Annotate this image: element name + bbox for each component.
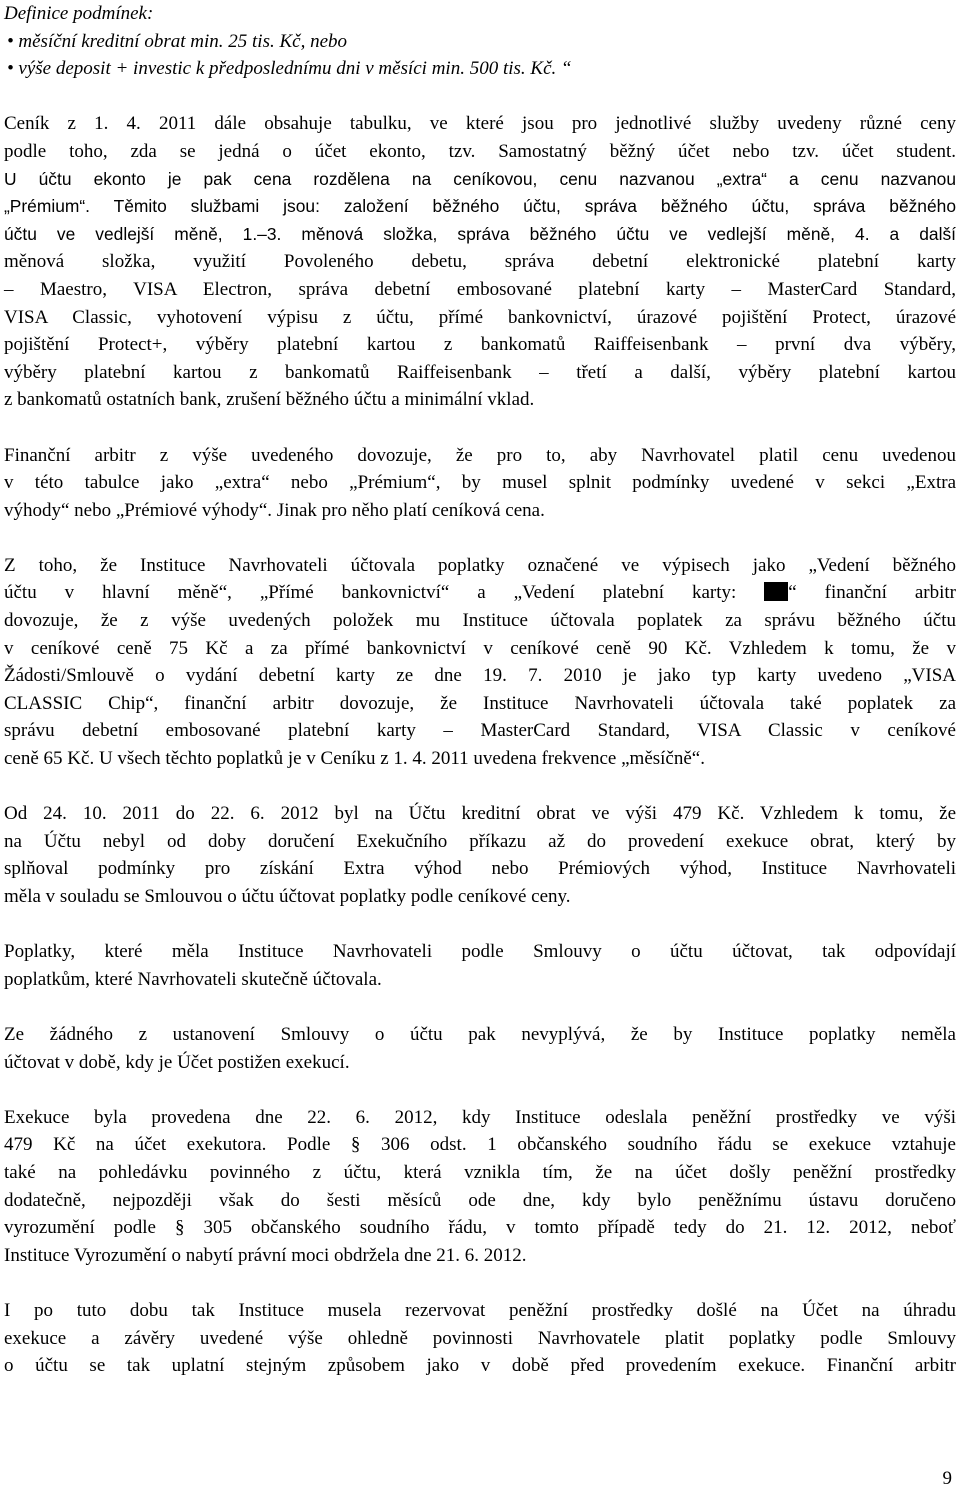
text-line: CLASSIC Chip“, finanční arbitr dovozuje, že Instituce Navrhovateli účtovala také poplatek za (4, 692, 956, 714)
paragraph-arbiter-view (4, 442, 956, 525)
text-line: výhody“ nebo „Prémiové výhody“. Jinak pro něho platí ceníková cena. (4, 499, 545, 521)
text-line: poplatkům, které Navrhovateli skutečně účtovala. (4, 968, 382, 990)
condition-item: • výše deposit + investic k předposlednímu dni v měsíci min. 500 tis. Kč. “ (7, 58, 572, 80)
paragraph-reservation (4, 1297, 956, 1380)
text-line: podle toho, zda se jedná o účet ekonto, tzv. Samostatný běžný účet nebo tzv. účet student. (4, 140, 956, 162)
text-line: Od 24. 10. 2011 do 22. 6. 2012 byl na Účtu kreditní obrat ve výši 479 Kč. Vzhledem k tomu, že (4, 803, 956, 825)
text-line: měnová složka, využití Povoleného debetu, správa debetní elektronické platební karty (4, 251, 956, 273)
text-line: – Maestro, VISA Electron, správa debetní embosované platební karty – MasterCard Standard, (4, 278, 956, 300)
text-line: v této tabulce jako „extra“ nebo „Prémium“, by musel splnit podmínky uvedené v sekci „Extra (4, 472, 956, 494)
text-line-redacted (4, 579, 956, 607)
paragraph-no-provision (4, 1021, 956, 1076)
text-segment: “ finanční arbitr (788, 582, 956, 604)
text-line: dodatečně, nejpozději však do šesti měsíců ode dne, kdy bylo peněžnímu ústavu doručeno (4, 1189, 956, 1211)
text-line: exekuce a závěry uvedené výše ohledně povinnosti Navrhovatele platit poplatky podle Smlouvy (4, 1327, 956, 1349)
text-line: splňoval podmínky pro získání Extra výhod nebo Prémiových výhod, Instituce Navrhovateli (4, 858, 956, 880)
text-line: Instituce Vyrozumění o nabytí právní moci obdržela dne 21. 6. 2012. (4, 1244, 527, 1266)
paragraph-pricelist (4, 110, 956, 414)
paragraph-turnover (4, 800, 956, 910)
text-segment: účtu v hlavní měně“, „Přímé bankovnictví“ a „Vedení platební karty: (4, 582, 765, 604)
text-line: Poplatky, které měla Instituce Navrhovateli podle Smlouvy o účtu účtovat, tak odpovídají (4, 941, 956, 963)
text-line: I po tuto dobu tak Instituce musela rezervovat peněžní prostředky došlé na Účet na úhradu (4, 1299, 956, 1321)
text-line: pojištění Protect+, výběry platební kartou z bankomatů Raiffeisenbank – první dva výběry, (4, 334, 956, 356)
text-line: dovozuje, že z výše uvedených položek mu Instituce účtovala poplatek za správu běžného účtu (4, 610, 956, 632)
text-line: 479 Kč na účet exekutora. Podle § 306 odst. 1 občanského soudního řádu se exekuce vztahuje (4, 1134, 956, 1156)
text-line: v ceníkové ceně 75 Kč a za přímé bankovnictví v ceníkové ceně 90 Kč. Vzhledem k tomu, že v (4, 637, 956, 659)
text-line: účtu ve vedlejší měně, 1.–3. měnová složka, správa běžného účtu ve vedlejší měně, 4. a další (4, 223, 956, 244)
text-line: U účtu ekonto je pak cena rozdělena na ceníkovou, cenu nazvanou „extra“ a cenu nazvanou (4, 168, 956, 189)
text-line: správu debetní embosované platební karty – MasterCard Standard, VISA Classic v ceníkové (4, 720, 956, 742)
text-line: také na pohledávku povinného z účtu, která vznikla tím, že na účet došly peněžní prostředky (4, 1161, 956, 1183)
text-line: výběry platební kartou z bankomatů Raiffeisenbank – třetí a další, výběry platební kartou (4, 361, 956, 383)
text-line: Ceník z 1. 4. 2011 dále obsahuje tabulku, ve které jsou pro jednotlivé služby uvedeny různé ceny (4, 113, 956, 135)
condition-item: • měsíční kreditní obrat min. 25 tis. Kč, nebo (7, 30, 347, 52)
text-line: Exekuce byla provedena dne 22. 6. 2012, kdy Instituce odeslala peněžní prostředky ve výši (4, 1106, 956, 1128)
document-page (4, 0, 956, 1380)
text-line: z bankomatů ostatních bank, zrušení běžného účtu a minimální vklad. (4, 389, 535, 411)
page-number: 9 (942, 1468, 952, 1489)
conditions-heading: Definice podmínek: (4, 3, 154, 24)
text-line: o účtu se tak uplatní stejným způsobem jako v době před provedením exekuce. Finanční arbitr (4, 1355, 956, 1377)
text-line: na Účtu nebyl od doby doručení Exekučního příkazu až do provedení exekuce obrat, který by (4, 830, 956, 852)
text-line: účtovat v době, kdy je Účet postižen exekucí. (4, 1051, 350, 1073)
text-line: Ze žádného z ustanovení Smlouvy o účtu pak nevyplývá, že by Instituce poplatky neměla (4, 1023, 956, 1045)
conditions-block (4, 0, 956, 83)
redaction-block (764, 582, 788, 601)
paragraph-execution (4, 1104, 956, 1270)
text-line: Finanční arbitr z výše uvedeného dovozuje, že pro to, aby Navrhovatel platil cenu uvedenou (4, 444, 956, 466)
paragraph-fees (4, 552, 956, 773)
text-line: VISA Classic, vyhotovení výpisu z účtu, přímé bankovnictví, úrazové pojištění Protect, úrazové (4, 306, 956, 328)
text-line: vyrozumění podle § 305 občanského soudního řádu, v tomto případě tedy do 21. 12. 2012, neboť (4, 1217, 956, 1239)
text-line: měla v souladu se Smlouvou o účtu účtovat poplatky podle ceníkové ceny. (4, 886, 571, 907)
text-line: Z toho, že Instituce Navrhovateli účtovala poplatky označené ve výpisech jako „Vedení běžného (4, 554, 956, 576)
text-line: „Prémium“. Těmito službami jsou: založení běžného účtu, správa běžného účtu, správa běžného (4, 196, 956, 217)
text-line: ceně 65 Kč. U všech těchto poplatků je v Ceníku z 1. 4. 2011 uvedena frekvence „měsíčně“. (4, 748, 705, 770)
paragraph-fees-correspond (4, 938, 956, 993)
text-line: Žádosti/Smlouvě o vydání debetní karty ze dne 19. 7. 2010 je jako typ karty uvedeno „VISA (4, 665, 956, 687)
